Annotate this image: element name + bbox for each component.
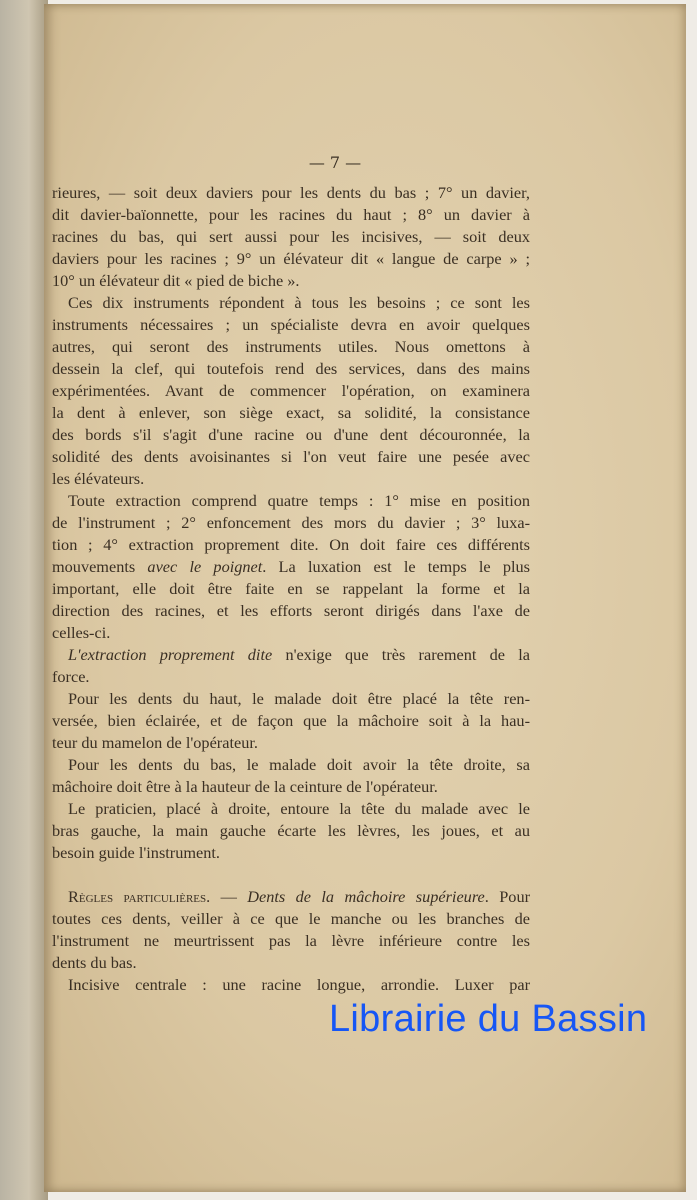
- body-text: [52, 182, 530, 996]
- paragraph-upper-teeth: [52, 688, 530, 754]
- page-number: — 7 —: [308, 153, 362, 172]
- paragraph-special-rules: [52, 886, 530, 974]
- text-line: force.: [52, 667, 90, 686]
- text-line: solidité des dents avoisinantes si l'on veut faire une pesée avec: [52, 447, 530, 466]
- text-line: 10° un élévateur dit « pied de biche ».: [52, 271, 300, 290]
- paragraph-ten-instruments: [52, 292, 530, 490]
- paragraph-practitioner: [52, 798, 530, 864]
- text-line: des bords s'il s'agit d'une racine ou d'une dent découronnée, la: [52, 425, 530, 444]
- text-span: . La luxation est le temps le plus: [262, 557, 530, 576]
- text-line: [52, 644, 530, 666]
- text-line: tion ; 4° extraction proprement dite. On doit faire ces différents: [52, 535, 530, 554]
- section-gap: [52, 864, 530, 886]
- text-span: . Pour: [484, 887, 531, 906]
- text-line: daviers pour les racines ; 9° un élévateur dit « langue de carpe » ;: [52, 249, 530, 268]
- text-line: les élévateurs.: [52, 469, 145, 488]
- text-span: —: [210, 887, 248, 906]
- text-line: celles-ci.: [52, 623, 111, 642]
- italic-emphasis: avec le poignet: [147, 557, 263, 576]
- text-line: bras gauche, la main gauche écarte les lèvres, les joues, et au: [52, 821, 530, 840]
- text-line: autres, qui seront des instruments utiles. Nous omettons à: [52, 337, 530, 356]
- text-line: Pour les dents du haut, le malade doit être placé la tête ren-: [68, 689, 530, 708]
- text-line: besoin guide l'instrument.: [52, 843, 220, 862]
- text-line: la dent à enlever, son siège exact, sa solidité, la consistance: [52, 403, 530, 422]
- text-line: racines du bas, qui sert aussi pour les incisives, — soit deux: [52, 227, 530, 246]
- text-line: important, elle doit être faite en se rappelant la forme et la: [52, 579, 530, 598]
- section-heading: Règles particulières.: [68, 887, 211, 906]
- text-line: de l'instrument ; 2° enfoncement des mors du davier ; 3° luxa-: [52, 513, 530, 532]
- paragraph-instruments-list: [52, 182, 530, 292]
- text-line: Ces dix instruments répondent à tous les besoins ; ce sont les: [68, 293, 530, 312]
- text-line: Pour les dents du bas, le malade doit avoir la tête droite, sa: [68, 755, 530, 774]
- paragraph-four-stages: [52, 490, 530, 644]
- paragraph-lower-teeth: [52, 754, 530, 798]
- text-line: Toute extraction comprend quatre temps : 1° mise en position: [68, 491, 530, 510]
- text-line: expérimentées. Avant de commencer l'opération, on examinera: [52, 381, 530, 400]
- text-line: [52, 556, 530, 578]
- text-span: mouvements: [52, 557, 148, 576]
- text-line: dit davier-baïonnette, pour les racines du haut ; 8° un davier à: [52, 205, 530, 224]
- watermark: Librairie du Bassin: [329, 998, 648, 1040]
- text-line: rieures, — soit deux daviers pour les dents du bas ; 7° un davier,: [52, 183, 530, 202]
- text-line: dents du bas.: [52, 953, 137, 972]
- text-line: direction des racines, et les efforts seront dirigés dans l'axe de: [52, 601, 530, 620]
- text-line: [52, 886, 530, 908]
- text-line: versée, bien éclairée, et de façon que la mâchoire soit à la hau-: [52, 711, 530, 730]
- text-line: l'instrument ne meurtrissent pas la lèvre inférieure contre les: [52, 931, 530, 950]
- text-line: dessein la clef, qui toutefois rend des services, dans des mains: [52, 359, 530, 378]
- text-line: toutes ces dents, veiller à ce que le manche ou les branches de: [52, 909, 530, 928]
- text-line: mâchoire doit être à la hauteur de la ceinture de l'opérateur.: [52, 777, 438, 796]
- italic-emphasis: Dents de la mâchoire supérieure: [247, 887, 485, 906]
- adjacent-page-edge: [0, 0, 48, 1200]
- text-line: teur du mamelon de l'opérateur.: [52, 733, 258, 752]
- text-line: Le praticien, placé à droite, entoure la tête du malade avec le: [68, 799, 530, 818]
- text-line: Incisive centrale : une racine longue, arrondie. Luxer par: [68, 975, 530, 994]
- italic-emphasis: L'extraction proprement dite: [68, 645, 273, 664]
- text-line: instruments nécessaires ; un spécialiste devra en avoir quelques: [52, 315, 530, 334]
- paragraph-central-incisor: [52, 974, 530, 996]
- paragraph-extraction: [52, 644, 530, 688]
- text-span: n'exige que très rarement de la: [272, 645, 530, 664]
